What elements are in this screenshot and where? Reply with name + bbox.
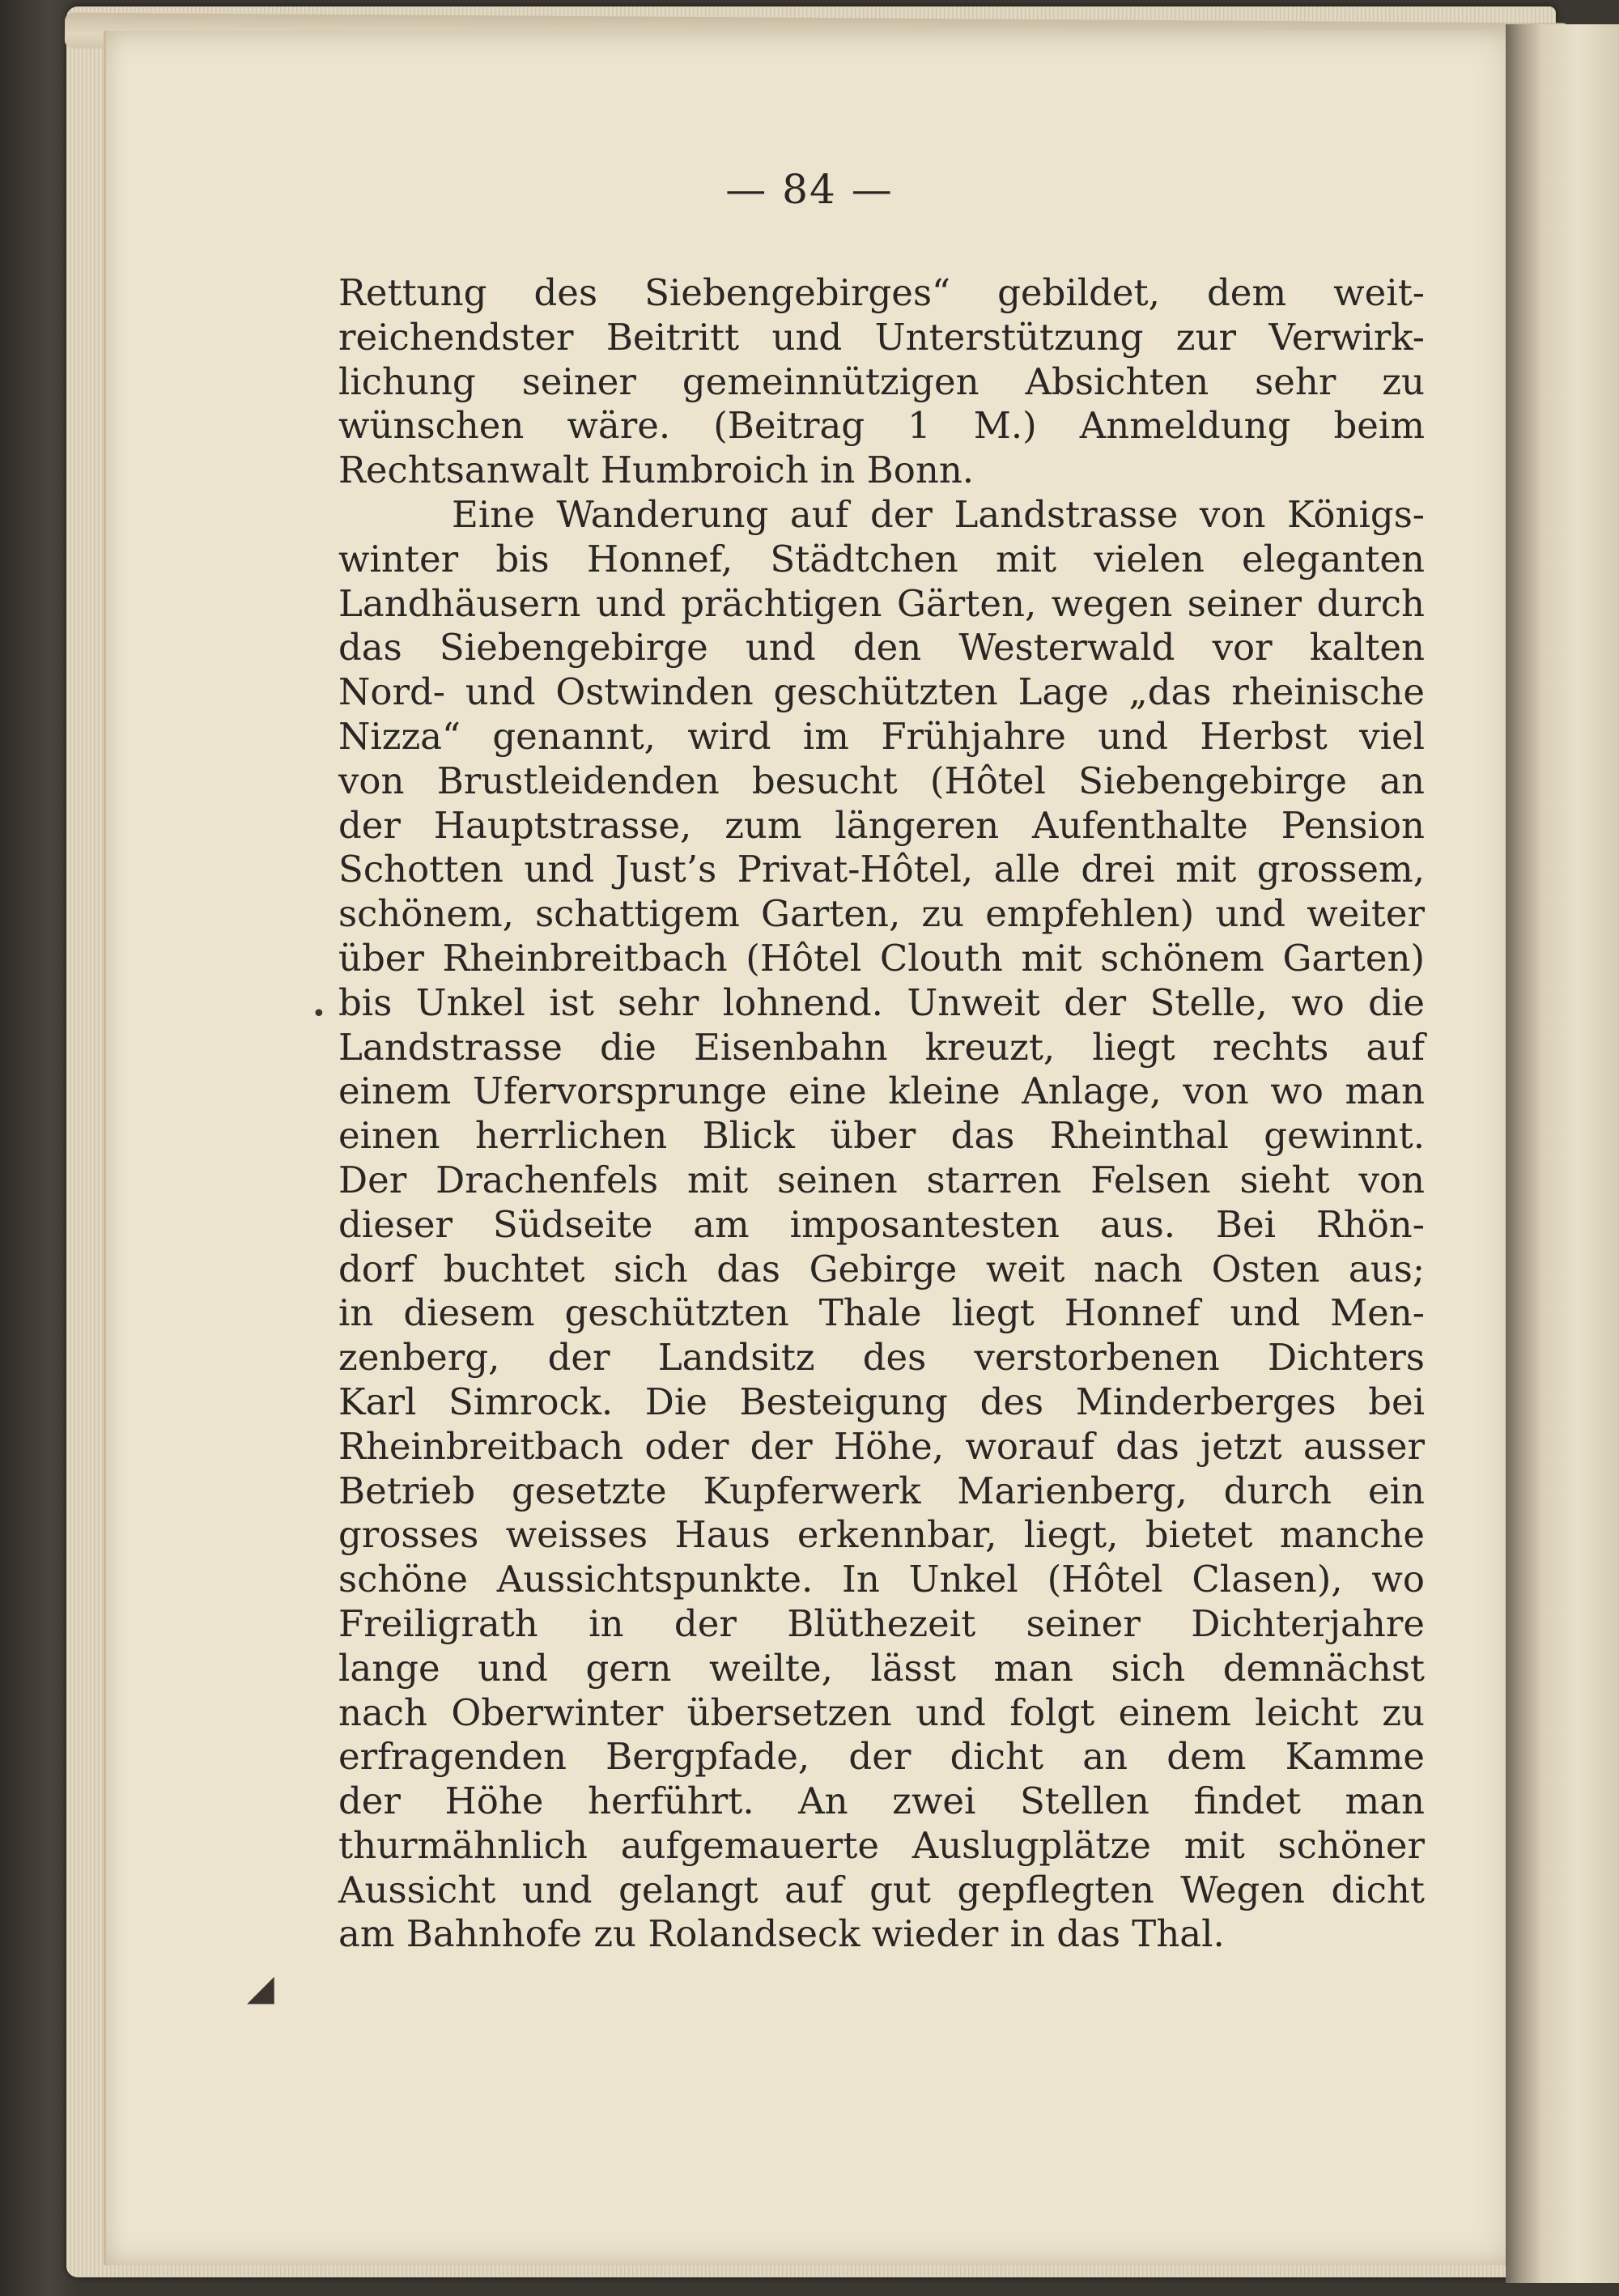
text-line: Nizza“ genannt, wird im Frühjahre und Herbst viel bbox=[338, 714, 1425, 758]
text-line: zenberg, der Landsitz des verstorbenen Dichters bbox=[338, 1336, 1425, 1380]
text-line: Betrieb gesetzte Kupferwerk Marienberg, durch ein bbox=[338, 1469, 1425, 1512]
text-line: lichung seiner gemeinnützigen Absichten sehr zu bbox=[338, 359, 1425, 403]
text-line: Landhäusern und prächtigen Gärten, wegen seiner durch bbox=[338, 581, 1425, 625]
text-line: dieser Südseite am imposantesten aus. Bei Rhön- bbox=[338, 1202, 1425, 1246]
text-line: nach Oberwinter übersetzen und folgt einem leicht zu bbox=[338, 1690, 1425, 1734]
text-line: bis Unkel ist sehr lohnend. Unweit der Stelle, wo die bbox=[338, 980, 1425, 1024]
text-line: schöne Aussichtspunkte. In Unkel (Hôtel Clasen), wo bbox=[338, 1558, 1425, 1601]
text-line: reichendster Beitritt und Unterstützung zur Verwirk- bbox=[338, 315, 1425, 359]
text-line: von Brustleidenden besucht (Hôtel Siebengebirge an bbox=[338, 759, 1425, 802]
text-line: der Hauptstrasse, zum längeren Aufenthalte Pension bbox=[338, 803, 1425, 847]
text-line: der Höhe herführt. An zwei Stellen findet man bbox=[338, 1779, 1425, 1823]
text-line: das Siebengebirge und den Westerwald vor kalten bbox=[338, 626, 1425, 670]
text-line: Rettung des Siebengebirges“ gebildet, dem weit- bbox=[338, 271, 1425, 314]
text-line: einen herrlichen Blick über das Rheinthal gewinnt. bbox=[338, 1114, 1425, 1158]
text-line: Landstrasse die Eisenbahn kreuzt, liegt rechts auf bbox=[338, 1025, 1425, 1069]
body-text bbox=[338, 271, 1425, 1957]
text-line: Karl Simrock. Die Besteigung des Minderberges bei bbox=[338, 1380, 1425, 1423]
text-line: Rechtsanwalt Humbroich in Bonn. bbox=[338, 449, 975, 492]
text-line: schönem, schattigem Garten, zu empfehlen) und weiter bbox=[338, 892, 1425, 936]
text-line: Nord- und Ostwinden geschützten Lage „das rheinische bbox=[338, 670, 1425, 714]
margin-triangle-mark: ◢ bbox=[247, 1967, 274, 2009]
text-line: Aussicht und gelangt auf gut gepflegten Wegen dicht bbox=[338, 1868, 1425, 1911]
page-number: — 84 — bbox=[725, 166, 894, 213]
text-line: in diesem geschützten Thale liegt Honnef und Men- bbox=[338, 1291, 1425, 1335]
text-line: dorf buchtet sich das Gebirge weit nach Osten aus; bbox=[338, 1247, 1425, 1290]
margin-dot-mark: • bbox=[312, 1000, 326, 1028]
text-line: Schotten und Just’s Privat-Hôtel, alle drei mit grossem, bbox=[338, 848, 1425, 891]
text-line: Rheinbreitbach oder der Höhe, worauf das jetzt ausser bbox=[338, 1424, 1425, 1468]
text-line: winter bis Honnef, Städtchen mit vielen eleganten bbox=[338, 537, 1425, 580]
text-line: am Bahnhofe zu Rolandseck wieder in das Thal. bbox=[338, 1912, 1225, 1956]
text-line: Eine Wanderung auf der Landstrasse von Königs- bbox=[452, 492, 1425, 536]
text-line: lange und gern weilte, lässt man sich demnächst bbox=[338, 1646, 1425, 1690]
text-line: Der Drachenfels mit seinen starren Felsen sieht von bbox=[338, 1158, 1425, 1201]
text-line: über Rheinbreitbach (Hôtel Clouth mit schönem Garten) bbox=[338, 936, 1425, 980]
text-line: grosses weisses Haus erkennbar, liegt, bietet manche bbox=[338, 1513, 1425, 1557]
gutter-shadow bbox=[1506, 24, 1619, 2283]
text-line: Freiligrath in der Blüthezeit seiner Dichterjahre bbox=[338, 1601, 1425, 1645]
text-line: einem Ufervorsprunge eine kleine Anlage, von wo man bbox=[338, 1069, 1425, 1113]
text-line: thurmähnlich aufgemauerte Auslugplätze mit schöner bbox=[338, 1823, 1425, 1867]
text-line: wünschen wäre. (Beitrag 1 M.) Anmeldung beim bbox=[338, 404, 1425, 448]
text-line: erfragenden Bergpfade, der dicht an dem Kamme bbox=[338, 1735, 1425, 1779]
